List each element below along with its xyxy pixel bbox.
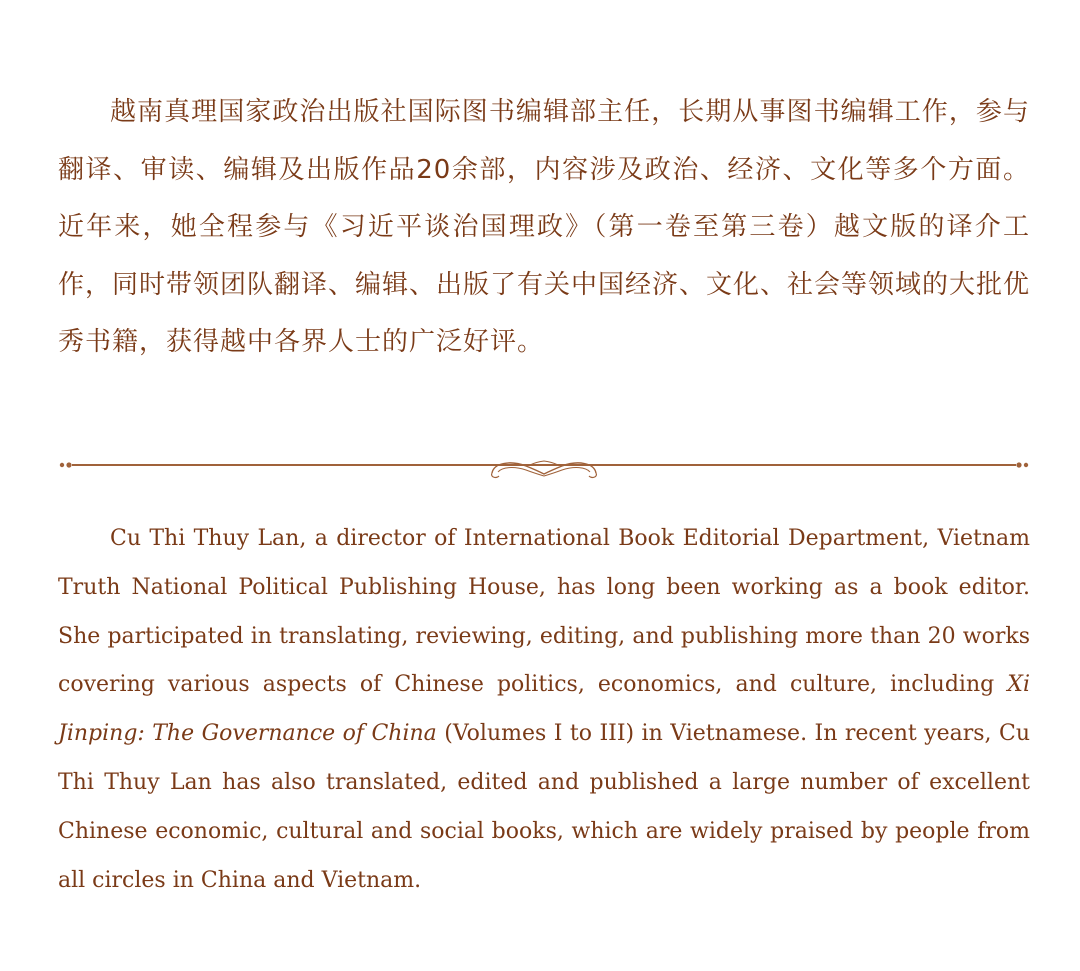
book-title: Xi Jinping: The Governance of China <box>58 672 1030 747</box>
english-bio-text-part1: Cu Thi Thuy Lan, a director of International Book Editorial Department, Vietnam Truth National Political Publishing House, has long been working as a book editor. She participated in translating, reviewing, editing, and publishing more than 20 works covering various aspects of Chinese politics, economics, and culture, including <box>58 526 1030 698</box>
chinese-bio-paragraph: 越南真理国家政治出版社国际图书编辑部主任，长期从事图书编辑工作，参与翻译、审读、编辑及出版作品20余部，内容涉及政治、经济、文化等多个方面。近年来，她全程参与《习近平谈治国理政》（第一卷至第三卷）越文版的译介工作，同时带领团队翻译、编辑、出版了有关中国经济、文化、社会等领域的大批优秀书籍，获得越中各界人士的广泛好评。 <box>58 97 1031 357</box>
ornamental-divider-icon <box>58 452 1030 482</box>
english-bio-paragraph <box>58 515 1030 905</box>
english-bio-text-part2: (Volumes I to III) in Vietnamese. In recent years, Cu Thi Thuy Lan has also translated, edited and published a large number of excellent Chinese economic, cultural and social books, which are widely praised by people from all circles in China and Vietnam. <box>58 721 1030 893</box>
